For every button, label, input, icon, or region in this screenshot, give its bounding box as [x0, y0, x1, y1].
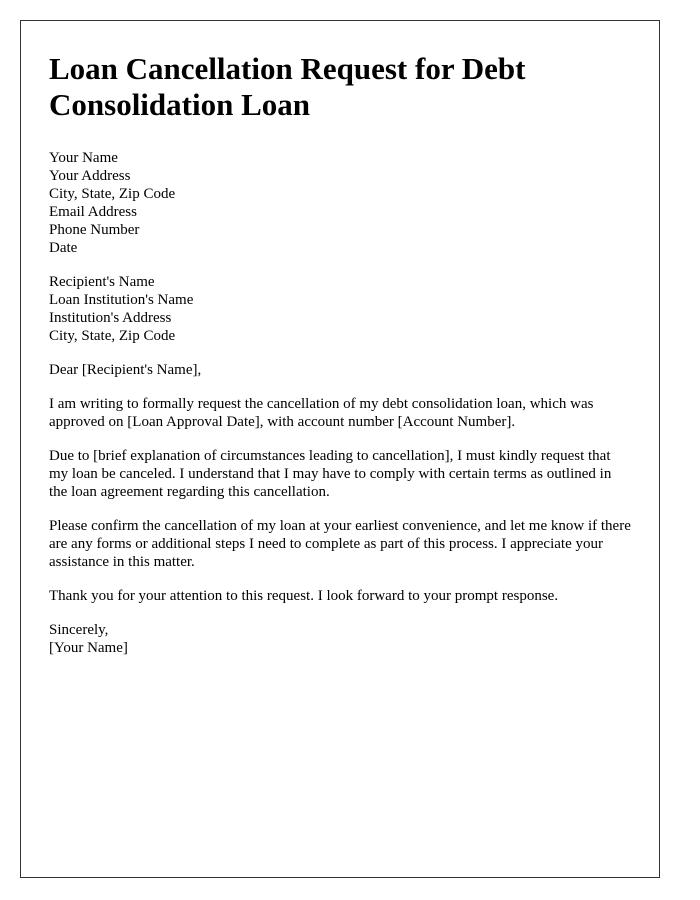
recipient-name: Recipient's Name: [49, 274, 155, 290]
letter-page: [20, 20, 660, 878]
body-paragraph-4: Thank you for your attention to this request. I look forward to your prompt response.: [49, 588, 559, 604]
sender-city-state-zip: City, State, Zip Code: [49, 186, 176, 202]
sender-address: Your Address: [49, 168, 131, 184]
sender-name: Your Name: [49, 150, 118, 166]
signature-block: [49, 621, 631, 657]
recipient-institution: Loan Institution's Name: [49, 292, 194, 308]
body-paragraph-2: Due to [brief explanation of circumstances leading to cancellation], I must kindly request that my loan be canceled. I understand that I may have to comply with certain terms as outlined in the loan agreement regarding this cancellation.: [49, 448, 612, 500]
sender-phone: Phone Number: [49, 222, 140, 238]
sender-address-block: [49, 149, 631, 257]
recipient-address: Institution's Address: [49, 310, 172, 326]
closing: Sincerely,: [49, 622, 109, 638]
signature-name: [Your Name]: [49, 640, 128, 656]
body-paragraph-1: I am writing to formally request the cancellation of my debt consolidation loan, which was approved on [Loan Approval Date], with account number [Account Number].: [49, 396, 594, 430]
body-paragraph-3: Please confirm the cancellation of my loan at your earliest convenience, and let me know if there are any forms or additional steps I need to complete as part of this process. I appreciate your assistance in this matter.: [49, 518, 631, 570]
recipient-city-state-zip: City, State, Zip Code: [49, 328, 176, 344]
sender-email: Email Address: [49, 204, 137, 220]
salutation: Dear [Recipient's Name],: [49, 362, 202, 378]
recipient-address-block: [49, 273, 631, 345]
letter-date: Date: [49, 240, 78, 256]
letter-title: Loan Cancellation Request for Debt Consolidation Loan: [49, 51, 526, 122]
